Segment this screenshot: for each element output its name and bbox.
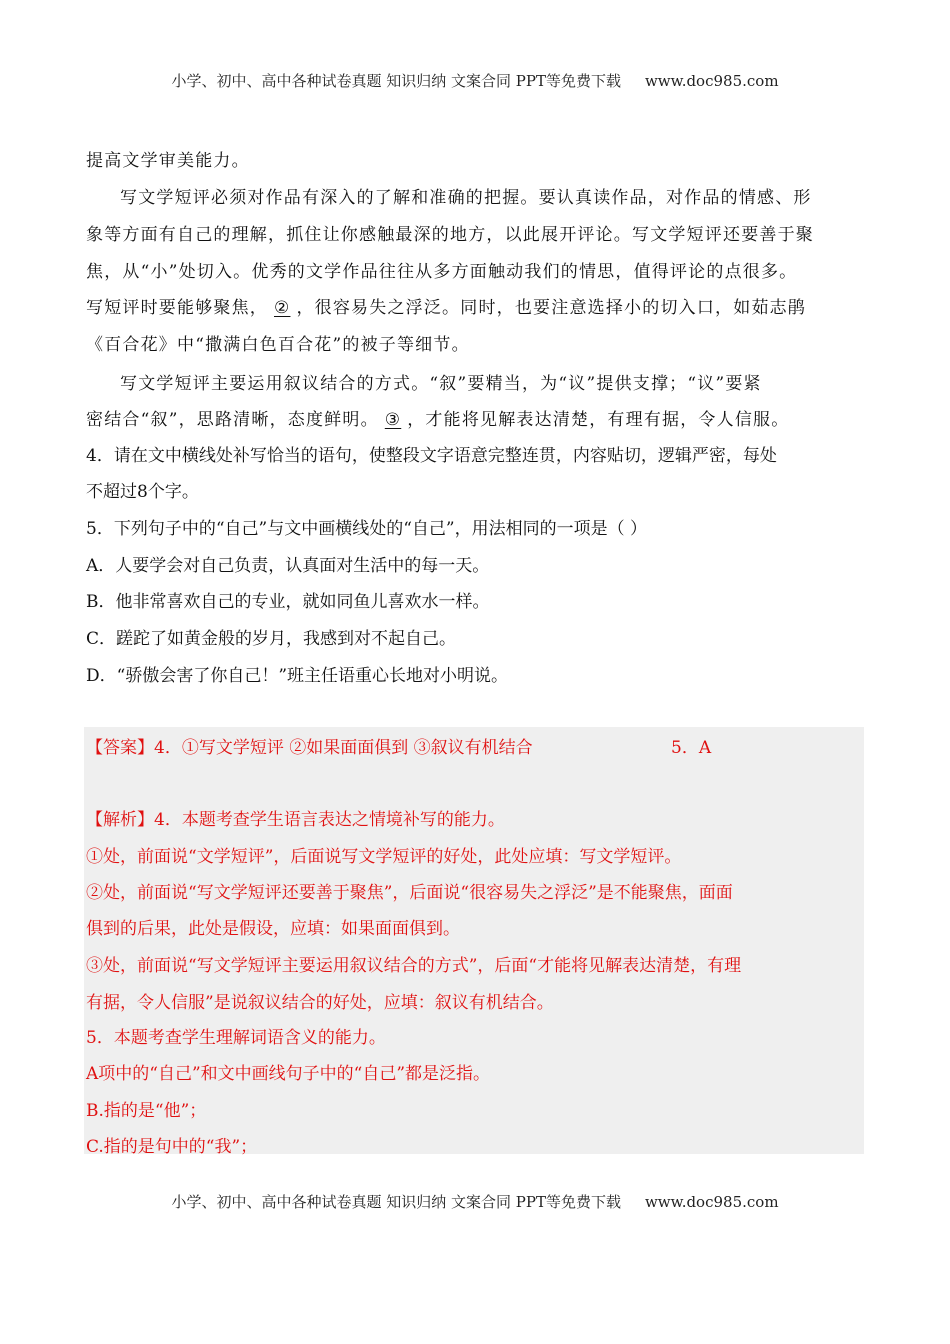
- analysis-line: ①处，前面说“文学短评”，后面说写文学短评的好处，此处应填：写文学短评。: [86, 847, 682, 867]
- answer-tag: 【答案】: [86, 738, 154, 758]
- answer-line: [86, 733, 533, 758]
- analysis-text: 4．本题考查学生语言表达之情境补写的能力。: [154, 810, 505, 830]
- analysis-line: 5．本题考查学生理解词语含义的能力。: [86, 1028, 386, 1048]
- passage-line: [86, 293, 806, 318]
- answer-5: 5．A: [671, 738, 712, 758]
- analysis-line: A项中的“自己”和文中画线句子中的“自己”都是泛指。: [86, 1064, 491, 1084]
- page-header: [0, 70, 950, 91]
- analysis-line: ③处，前面说“写文学短评主要运用叙议结合的方式”，后面“才能将见解表达清楚，有理: [86, 956, 742, 976]
- question-4-line: 4．请在文中横线处补写恰当的语句，使整段文字语意完整连贯，内容贴切，逻辑严密，每处: [86, 446, 777, 466]
- blank-2: ②: [274, 298, 291, 318]
- footer-url[interactable]: www.doc985.com: [644, 1193, 779, 1211]
- option-c: C．蹉跎了如黄金般的岁月，我感到对不起自己。: [86, 629, 457, 649]
- passage-text: ，很容易失之浮泛。同时，也要注意选择小的切入口，如茹志鹃: [296, 298, 807, 318]
- option-d: D．“骄傲会害了你自己！”班主任语重心长地对小明说。: [86, 666, 509, 686]
- answer-text: 4．①写文学短评 ②如果面面俱到 ③叙议有机结合: [154, 738, 533, 758]
- passage-line: 提高文学审美能力。: [86, 151, 250, 171]
- question-4-line: 不超过8个字。: [86, 482, 199, 502]
- analysis-line: 有据，令人信服”是说叙议结合的好处，应填：叙议有机结合。: [86, 993, 554, 1013]
- blank-3: ③: [384, 410, 402, 430]
- analysis-line: B.指的是“他”；: [86, 1101, 207, 1121]
- passage-line: 焦，从“小”处切入。优秀的文学作品往往从多方面触动我们的情思，值得评论的点很多。: [86, 262, 798, 282]
- passage-text: 密结合“叙”，思路清晰，态度鲜明。: [86, 410, 379, 430]
- passage-line: [86, 405, 789, 430]
- analysis-line: C.指的是句中的“我”；: [86, 1137, 258, 1157]
- answer-box: [84, 727, 864, 1154]
- passage-line: 象等方面有自己的理解，抓住让你感触最深的地方，以此展开评论。写文学短评还要善于聚: [86, 225, 814, 245]
- passage-text: ，才能将见解表达清楚，有理有据，令人信服。: [407, 410, 790, 430]
- page-footer: [0, 1191, 950, 1212]
- analysis-tag: 【解析】: [86, 810, 154, 830]
- passage-line: 《百合花》中“撒满白色百合花”的被子等细节。: [86, 335, 470, 355]
- question-5: 5．下列句子中的“自己”与文中画横线处的“自己”，用法相同的一项是（ ）: [86, 519, 647, 539]
- analysis-line: [86, 805, 505, 830]
- header-url[interactable]: www.doc985.com: [644, 72, 779, 90]
- passage-line: 写文学短评必须对作品有深入的了解和准确的把握。要认真读作品，对作品的情感、形: [120, 188, 812, 208]
- header-text: 小学、初中、高中各种试卷真题 知识归纳 文案合同 PPT等免费下载: [171, 72, 621, 90]
- footer-text: 小学、初中、高中各种试卷真题 知识归纳 文案合同 PPT等免费下载: [171, 1193, 621, 1211]
- passage-text: 写短评时要能够聚焦，: [86, 298, 268, 318]
- analysis-line: ②处，前面说“写文学短评还要善于聚焦”，后面说“很容易失之浮泛”是不能聚焦，面面: [86, 883, 733, 903]
- analysis-line: 俱到的后果，此处是假设，应填：如果面面俱到。: [86, 919, 460, 939]
- option-a: A．人要学会对自己负责，认真面对生活中的每一天。: [86, 556, 490, 576]
- option-b: B．他非常喜欢自己的专业，就如同鱼儿喜欢水一样。: [86, 592, 490, 612]
- passage-line: 写文学短评主要运用叙议结合的方式。“叙”要精当，为“议”提供支撑；“议”要紧: [120, 374, 762, 394]
